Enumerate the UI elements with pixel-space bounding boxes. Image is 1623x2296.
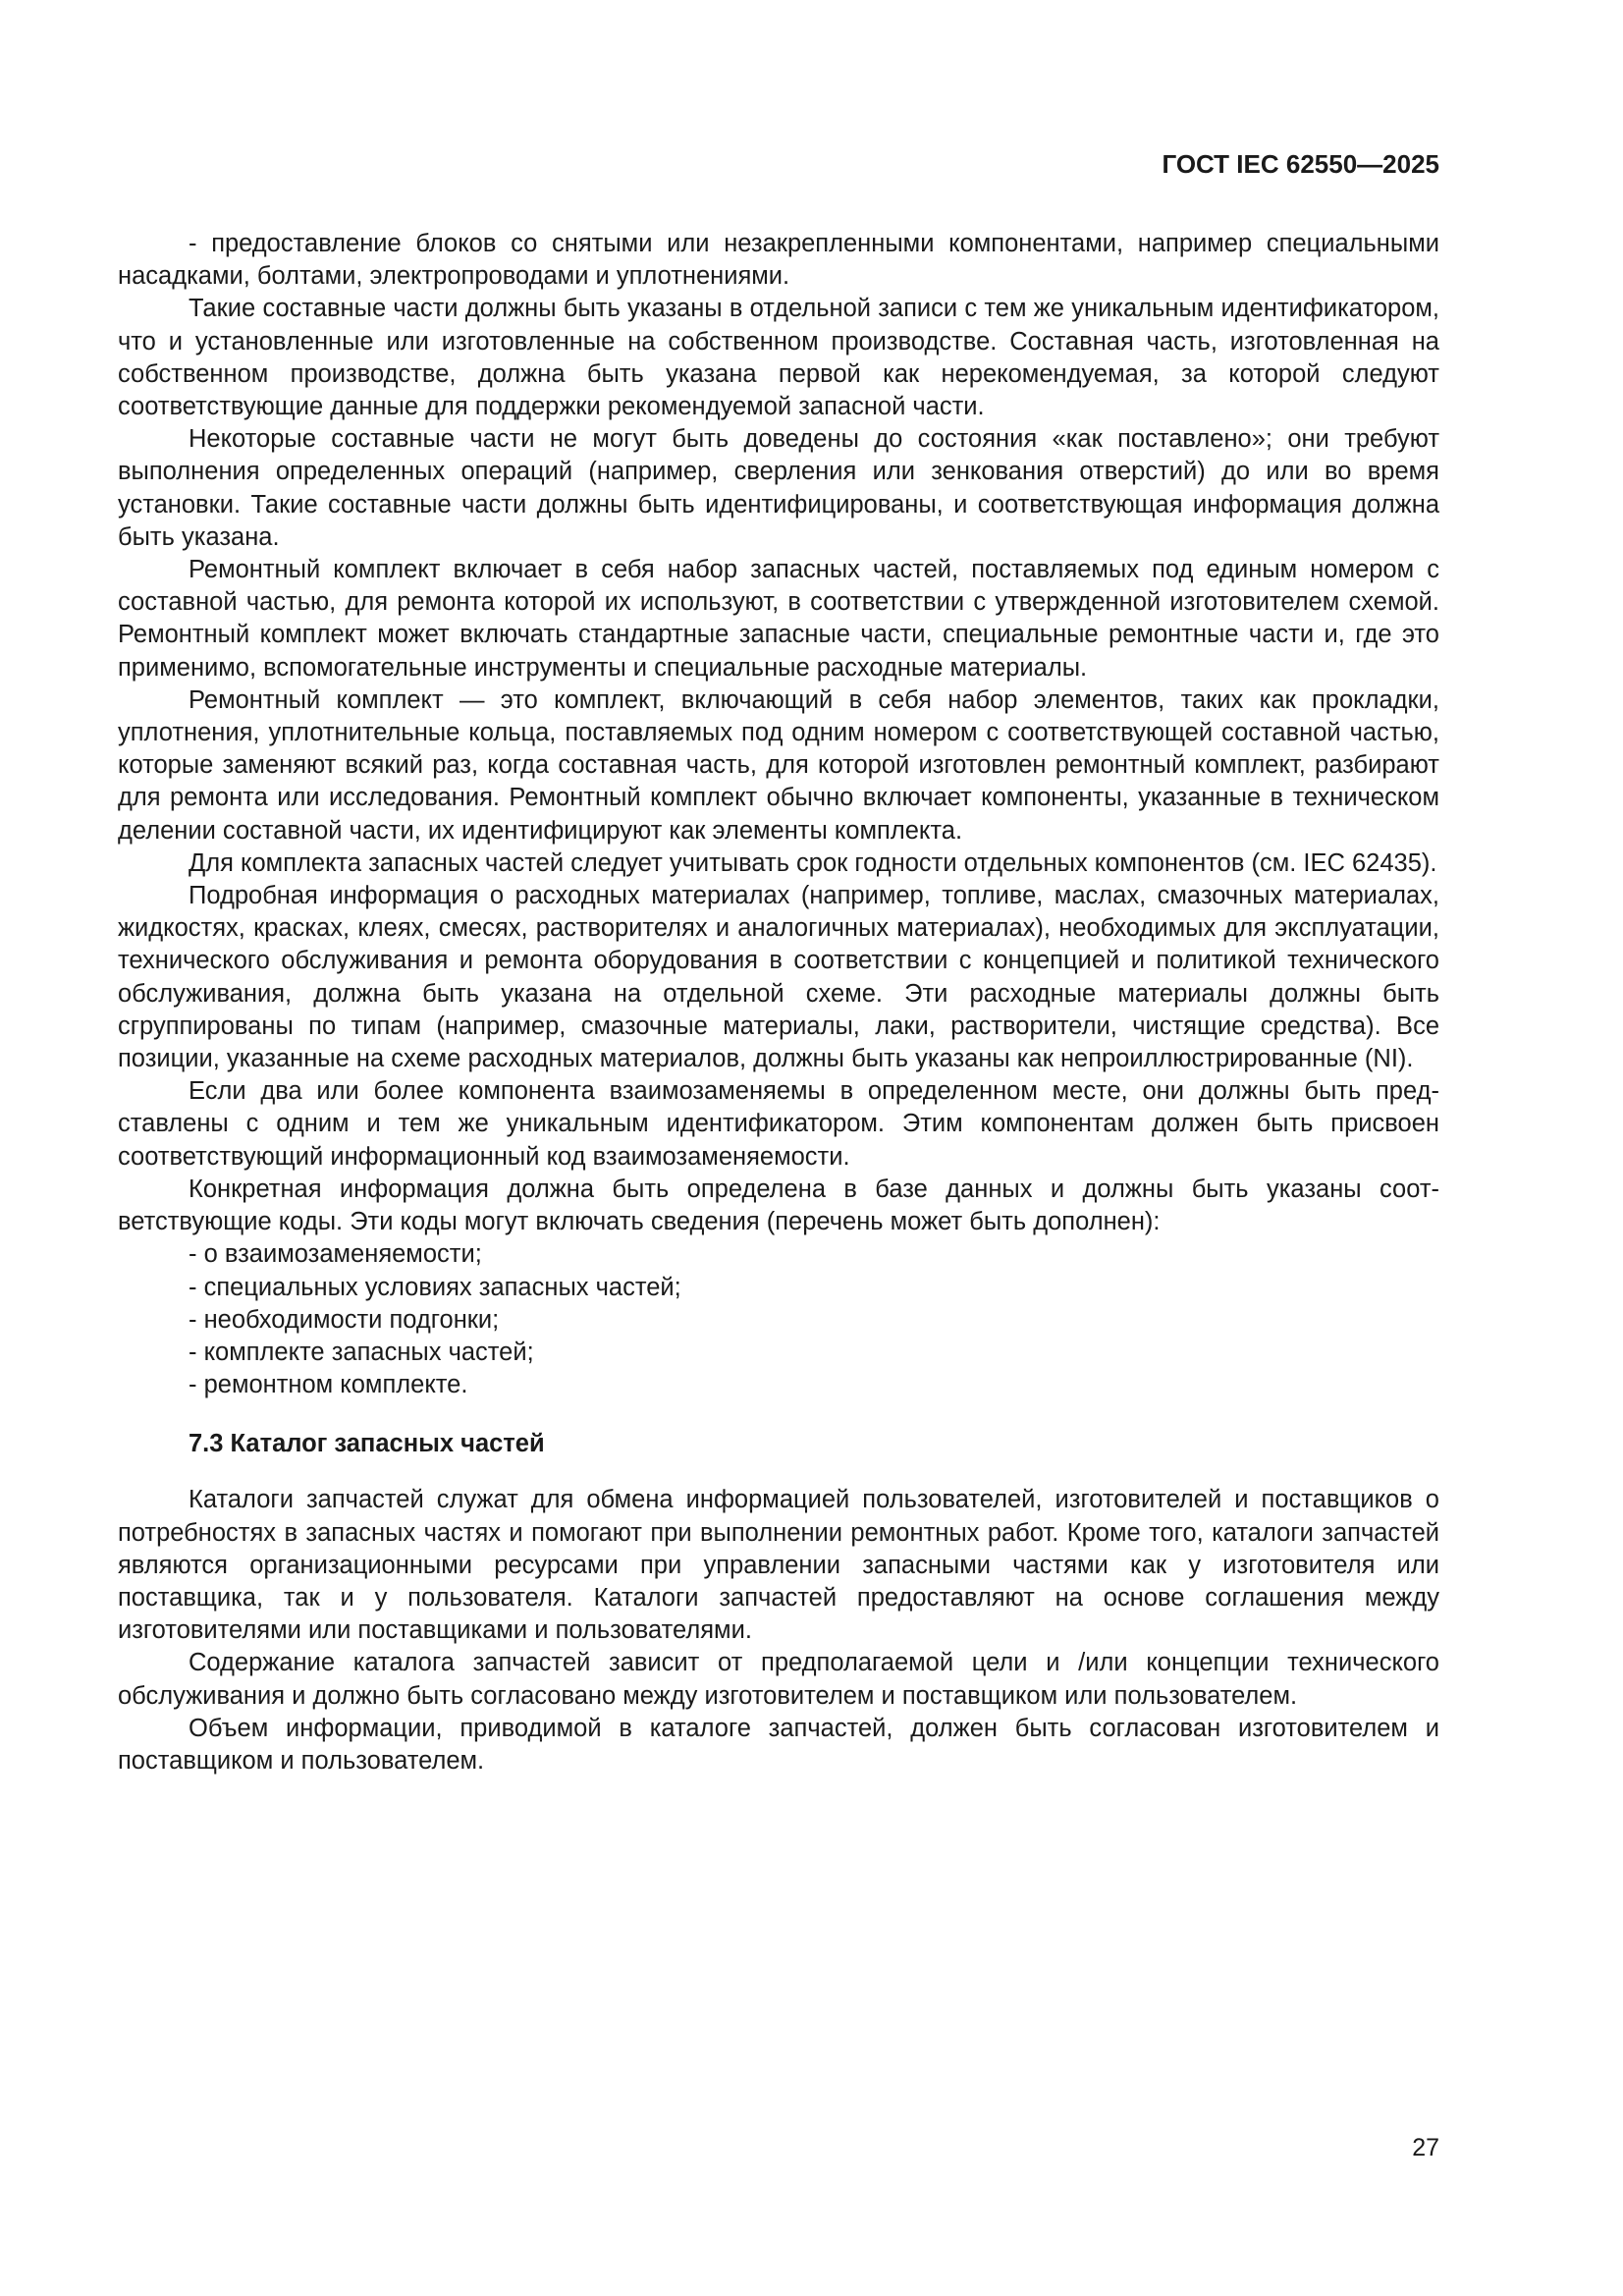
- paragraph: Подробная информация о расходных материалах (например, топливе, маслах, смазочных материалах, жидкостях, красках, клеях, смесях, растворителях и аналогичных материалах), необходимых для эксплуатации, технического обслуживания и ремонта оборудования в соответствии с концепцией и политикой технического обслуживания, должна быть указана на отдельной схеме. Эти расходные материалы должны быть сгруппированы по типам (например, смазочные материалы, лаки, растворители, чистящие средства). Все позиции, указанные на схеме расходных материалов, должны быть указаны как непроиллюстрированные (NI).: [118, 882, 1439, 1073]
- paragraph: Объем информации, приводимой в каталоге запчастей, должен быть согласован изготовителем и поставщиком и пользователем.: [118, 1714, 1439, 1775]
- list-item: - комплекте запасных частей;: [189, 1338, 534, 1366]
- paragraph: - предоставление блоков со снятыми или незакрепленными компонентами, например специальными насадками, болтами, электропроводами и уплотнениями.: [118, 230, 1439, 291]
- list-item: - специальных условиях запасных частей;: [189, 1273, 681, 1301]
- paragraph: Ремонтный комплект включает в себя набор запасных частей, поставляемых под единым номером с составной частью, для ремонта которой их используют, в соответствии с утвержденной изготовителем схемой. Ремонтный комплект может включать стандартные запасные части, специальные ремонтные части и, где это применимо, вспомогательные инструменты и специальные расходные материалы.: [118, 556, 1439, 682]
- list-item: - о взаимозаменяемости;: [189, 1240, 482, 1269]
- page-content: [118, 228, 1439, 1777]
- paragraph: Если два или более компонента взаимозаменяемы в определенном месте, они должны быть представлены с одним и тем же уникальным идентификатором. Этим компонентам должен быть присвоен соответствующий информационный код взаимозаменяемости.: [118, 1077, 1439, 1171]
- section-heading: 7.3 Каталог запасных частей: [189, 1430, 545, 1458]
- codes-list: [118, 1238, 1439, 1401]
- list-item: - необходимости подгонки;: [189, 1305, 500, 1334]
- document-header: [118, 147, 1439, 181]
- paragraph: Содержание каталога запчастей зависит от предполагаемой цели и /или концепции технического обслуживания и должно быть согласовано между изготовителем и поставщиком или пользователем.: [118, 1649, 1439, 1710]
- paragraph: Конкретная информация должна быть определена в базе данных и должны быть указаны соответствующие коды. Эти коды могут включать сведения (перечень может быть дополнен):: [118, 1175, 1439, 1236]
- page-number: 27: [1412, 2134, 1439, 2161]
- paragraph: Некоторые составные части не могут быть доведены до состояния «как поставлено»; они требуют выполнения определенных операций (например, сверления или зенкования отверстий) до или во время установки. Такие составные части должны быть идентифицированы, и соответствующая информация должна быть указана.: [118, 425, 1439, 551]
- paragraph: Ремонтный комплект — это комплект, включающий в себя набор элементов, таких как прокладки, уплотнения, уплотнительные кольца, поставляемых под одним номером с соответствующей составной частью, которые заменяют всякий раз, когда составная часть, для которой изготовлен ремонтный комплект, разбирают для ремонта или исследования. Ремонтный комплект обычно включает компоненты, указанные в техническом делении составной части, их идентифицируют как элементы комплекта.: [118, 685, 1439, 845]
- paragraph: Для комплекта запасных частей следует учитывать срок годности отдельных компонентов (см. IEC 62435).: [189, 848, 1437, 877]
- paragraph: Такие составные части должны быть указаны в отдельной записи с тем же уникальным идентификатором, что и установленные или изготовленные на собственном производстве. Составная часть, изготовленная на собственном производстве, должна быть указана первой как нерекомендуемая, за которой следуют соответствующие данные для поддержки рекомендуемой запасной части.: [118, 295, 1439, 421]
- paragraph: Каталоги запчастей служат для обмена информацией пользователей, изготовителей и поставщиков о потребностях в запасных частях и помогают при выполнении ремонтных работ. Кроме того, каталоги запчастей являются организационными ресурсами при управлении запасными частями как у изготовителя или поставщика, так и у пользователя. Каталоги запчастей предоставляют на основе соглашения между изготовителями или поставщиками и пользователями.: [118, 1486, 1439, 1645]
- list-item: - ремонтном комплекте.: [189, 1371, 468, 1399]
- document-id: ГОСТ IEC 62550—2025: [1162, 149, 1439, 179]
